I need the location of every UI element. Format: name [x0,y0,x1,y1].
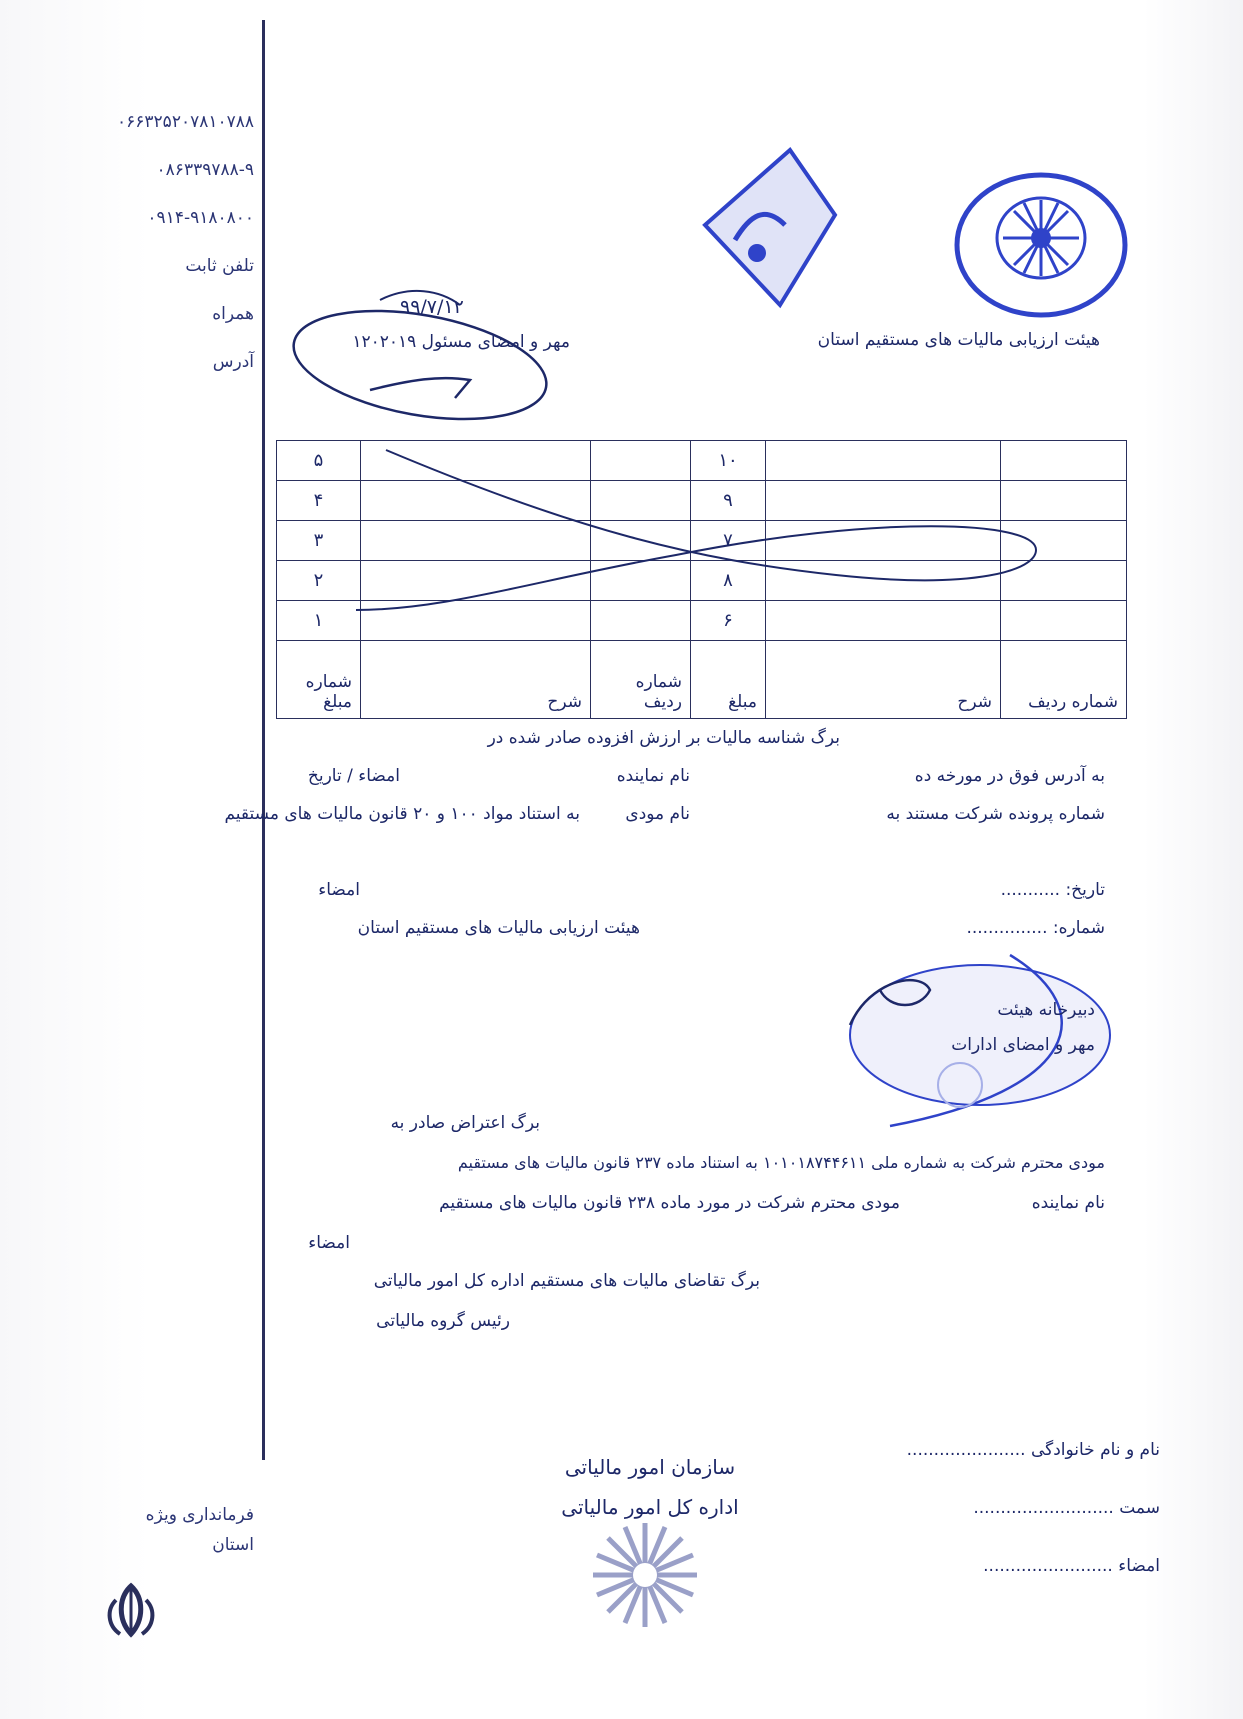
sidebar-divider [262,20,265,1460]
body-line-2-left: امضاء / تاریخ [307,766,400,786]
body-line-2-right: به آدرس فوق در مورخه ده [914,766,1105,786]
header-right-title: هیئت ارزیابی مالیات های مستقیم استان [817,330,1100,350]
sidebar-label-1: تلفن ثابت [185,256,254,276]
triangle-stamp-icon [695,145,845,310]
body-line-3-left: به استناد مواد ۱۰۰ و ۲۰ قانون مالیات های مستقیم [224,804,580,824]
sidebar-phone-3: ۰۹۱۴-۹۱۸۰۸۰۰ [147,208,254,228]
number-field: شماره: ............... [966,918,1105,938]
body-line-3-mid: نام مودی [625,804,690,824]
footer-field-position: سمت .......................... [973,1498,1160,1518]
body-line-2-mid: نام نماینده [616,766,690,786]
header-date-handwritten: ۹۹/۷/۱۲ [400,296,464,318]
footer-field-name: نام و نام خانوادگی ...................... [906,1440,1160,1460]
table-cell: ۳ [277,521,361,561]
footer-center-subtitle: اداره کل امور مالیاتی [561,1495,739,1519]
footer-field-signature-label: امضاء [1118,1556,1160,1576]
lower-line-5: برگ تقاضای مالیات های مستقیم اداره کل امور مالیاتی [373,1271,760,1291]
lower-line-3-right: نام نماینده [1031,1193,1105,1213]
table-header-cell: شرح [766,641,1001,719]
table-cell: ۲ [277,561,361,601]
footer-field-signature: امضاء ........................ [983,1556,1160,1576]
tax-logo-icon [585,1515,705,1635]
sidebar-footer-2: استان [212,1535,254,1555]
body-line-1: برگ شناسه مالیات بر ارزش افزوده صادر شده در [487,728,840,748]
table-header-label: مبلغ [323,692,352,712]
body-line-3-right: شماره پرونده شرکت مستند به [886,804,1105,824]
emblem-icon [96,1580,166,1640]
signature-label: امضاء [318,880,360,900]
lower-line-3-left: مودی محترم شرکت در مورد ماده ۲۳۸ قانون مالیات های مستقیم [439,1193,900,1213]
table-cell: ۵ [277,441,361,481]
header-left-note: مهر و امضای مسئول ۱۲۰۲۰۱۹ [352,332,570,352]
round-stamp-icon [952,170,1130,320]
table-cell: ۱ [277,601,361,641]
footer-field-name-label: نام و نام خانوادگی [1030,1440,1160,1460]
sidebar-label-2: همراه [212,304,254,324]
table-header-cell: شماره ردیف [591,641,691,719]
date-field: تاریخ: ........... [1000,880,1105,900]
secretariat-title: دبیرخانه هیئت [997,1000,1095,1020]
lower-line-4: امضاء [308,1233,350,1253]
secretariat-subtitle: مهر و امضای ادارات [951,1035,1095,1055]
board-name: هیئت ارزیابی مالیات های مستقیم استان [357,918,640,938]
lower-line-6: رئیس گروه مالیاتی [376,1311,510,1331]
sidebar-phone-2: ۰۸۶۳۳۹۷۸۸-۹ [156,160,254,180]
sidebar-footer-1: فرمانداری ویژه [145,1505,254,1525]
table-header-extra: شماره [305,672,352,692]
table-header-cell: مبلغ [691,641,766,719]
sidebar-label-3: آدرس [212,352,254,372]
footer-field-position-label: سمت [1119,1498,1160,1518]
table-header-cell: شماره ردیف [1001,641,1127,719]
table-cell: ۶ [691,601,766,641]
footer-center-title: سازمان امور مالیاتی [564,1455,736,1479]
table-cell: ۸ [691,561,766,601]
sidebar-phone-1: ۰۶۶۳۲۵۲۰۷۸۱۰۷۸۸ [117,112,254,132]
table-cell: ۷ [691,521,766,561]
lower-line-2: مودی محترم شرکت به شماره ملی ۱۰۱۰۱۸۷۴۴۶۱۱ به استناد ماده ۲۳۷ قانون مالیات های مستقیم [457,1153,1105,1172]
table-cell: ۹ [691,481,766,521]
signature-oval-icon [280,280,560,450]
table-cell: ۱۰ [691,441,766,481]
lower-line-1: برگ اعتراض صادر به [390,1113,540,1133]
cross-out-stroke-icon [276,440,1126,680]
table-header-cell: شرح [361,641,591,719]
table-cell: ۴ [277,481,361,521]
